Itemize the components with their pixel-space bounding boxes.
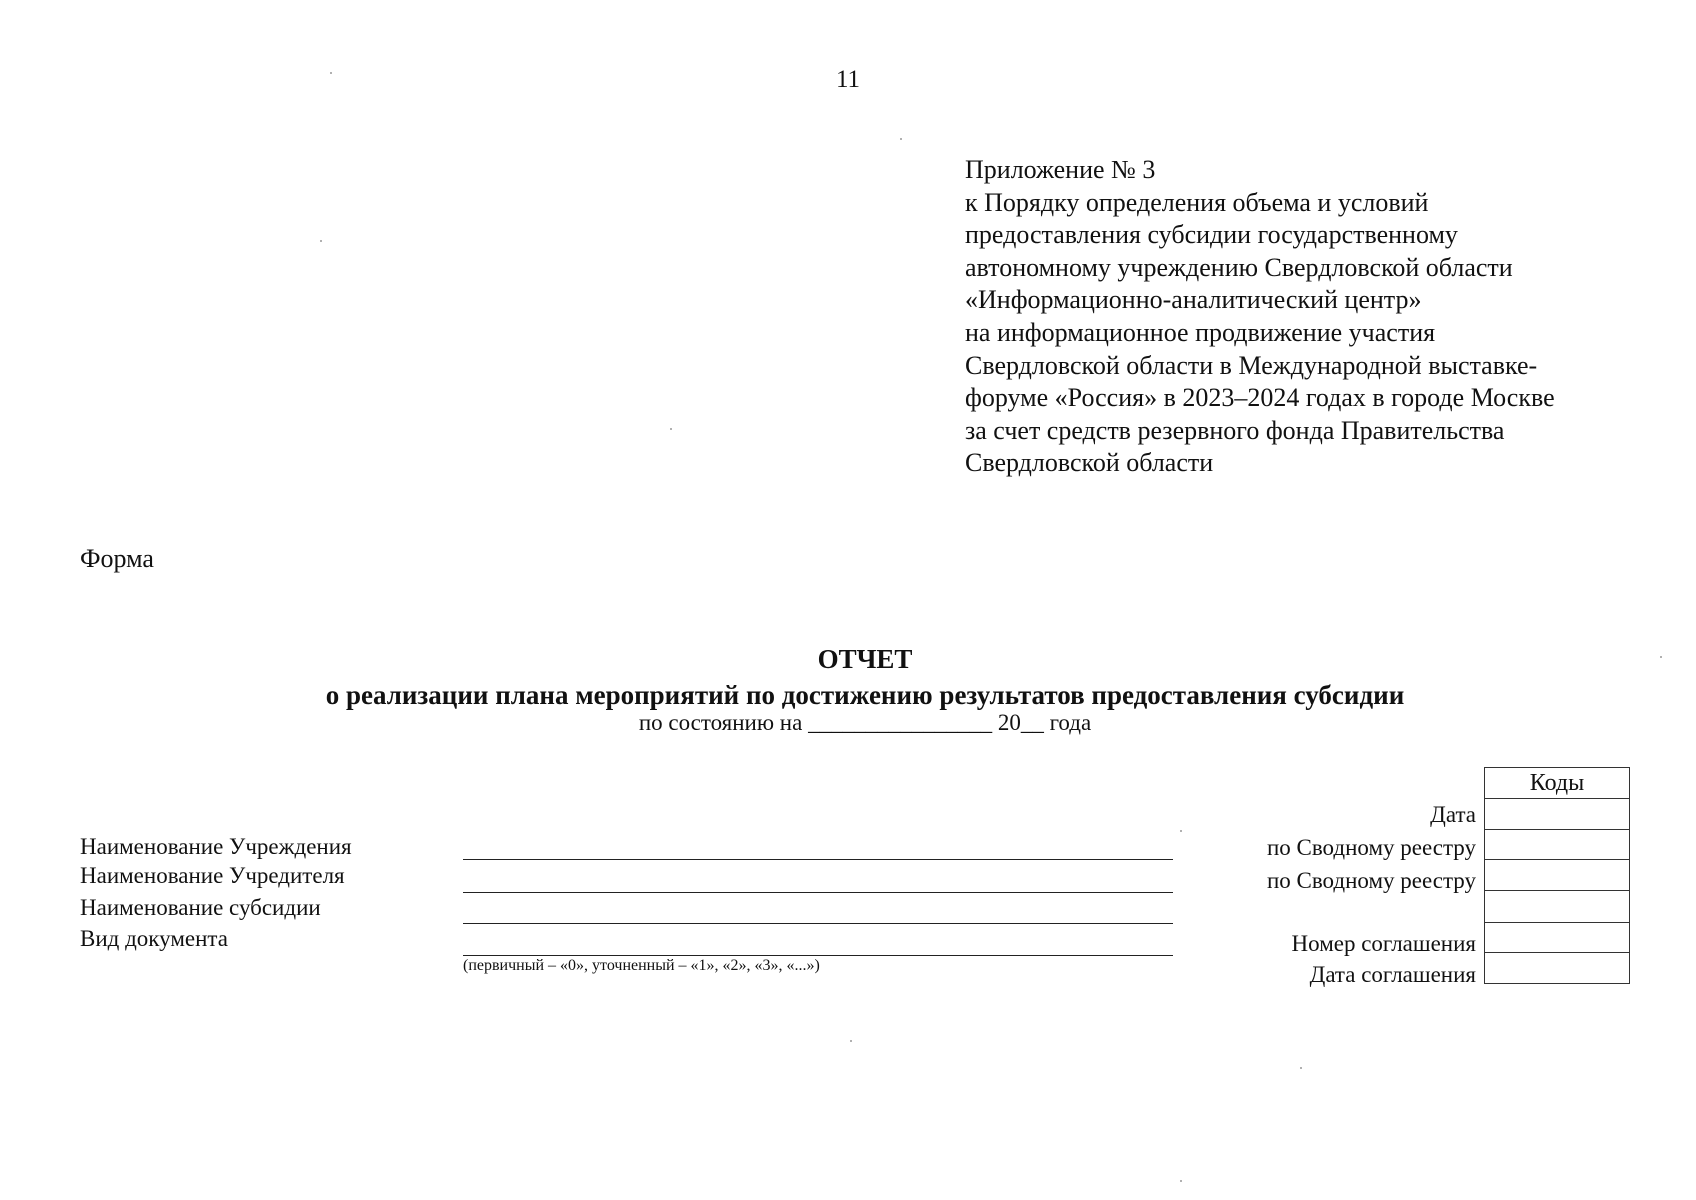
scan-speck [330,72,332,74]
code-cell-registry-1[interactable] [1485,829,1630,860]
scan-speck [670,428,672,430]
field-label-document-type: Вид документа [80,926,228,951]
appendix-line: форуме «Россия» в 2023–2024 годах в городе Москве [965,383,1555,413]
codes-table [1484,767,1630,984]
page-number: 11 [835,66,861,93]
appendix-line: за счет средств резервного фонда Правительства [965,415,1505,445]
appendix-line: Свердловской области [965,448,1214,478]
scan-speck [850,1040,852,1042]
code-label-registry-2: по Сводному реестру [1266,868,1476,893]
appendix-line: «Информационно-аналитический центр» [965,285,1422,315]
code-cell-blank[interactable] [1485,890,1630,922]
scan-speck [1660,656,1662,658]
document-type-hint: (первичный – «0», уточненный – «1», «2», «3», «...») [463,957,820,974]
codes-header: Коды [1485,768,1630,799]
appendix-line: Приложение № 3 [965,155,1156,184]
appendix-block [965,154,1685,480]
scan-speck [900,138,902,140]
field-line-subsidy[interactable] [463,923,1173,924]
appendix-line: предоставления субсидии государственному [965,220,1458,250]
code-cell-agreement-date[interactable] [1485,953,1630,984]
code-cell-date[interactable] [1485,799,1630,830]
appendix-line: автономному учреждению Свердловской области [965,252,1513,282]
scan-speck [1180,830,1182,832]
code-cell-registry-2[interactable] [1485,860,1630,891]
scan-speck [1180,1180,1182,1182]
report-title: ОТЧЕТ [817,644,913,674]
form-label: Форма [80,544,154,573]
appendix-line: к Порядку определения объема и условий [965,187,1429,217]
code-cell-agreement-number[interactable] [1485,922,1630,953]
code-label-registry-1: по Сводному реестру [1266,835,1476,860]
scan-speck [320,240,322,242]
appendix-line: Свердловской области в Международной выставке- [965,350,1538,380]
report-date-line: по состоянию на ________________ 20__ года [638,710,1092,735]
field-label-founder: Наименование Учредителя [80,863,345,888]
scan-speck [1300,1067,1302,1069]
report-subtitle: о реализации плана мероприятий по достижению результатов предоставления субсидии [325,680,1405,710]
field-label-subsidy: Наименование субсидии [80,895,321,920]
appendix-line: на информационное продвижение участия [965,317,1436,347]
field-line-institution[interactable] [463,859,1173,860]
field-line-document-type[interactable] [463,955,1173,956]
field-label-institution: Наименование Учреждения [80,834,352,859]
code-label-agreement-number: Номер соглашения [1291,931,1476,956]
field-line-founder[interactable] [463,892,1173,893]
code-label-agreement-date: Дата соглашения [1309,962,1476,987]
code-label-date: Дата [1430,802,1476,827]
